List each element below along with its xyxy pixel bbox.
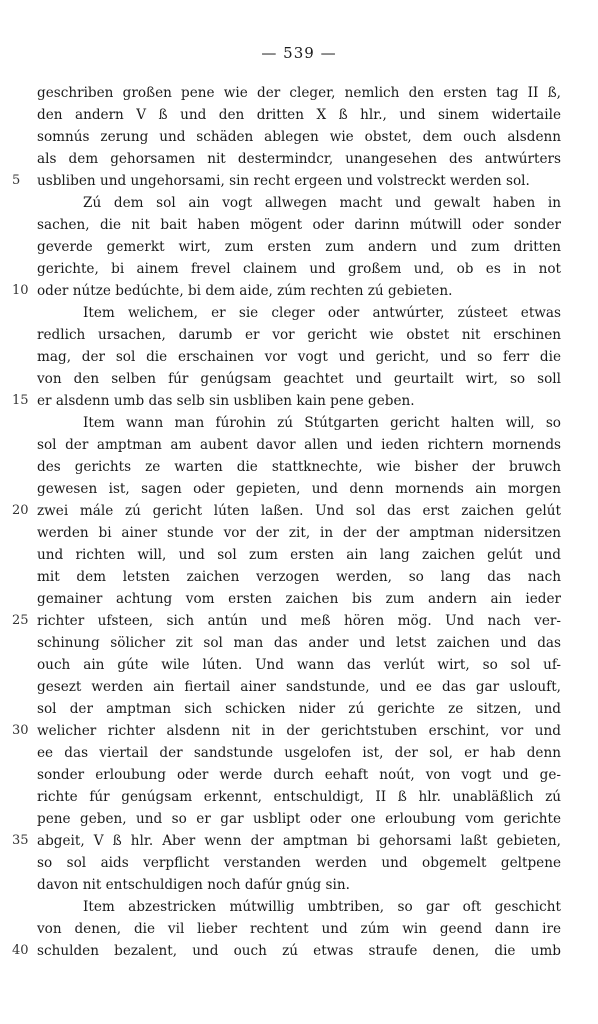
text-line: welicher richter alsdenn nit in der gerichtstuben erschint, vor und: [37, 723, 561, 739]
text-line: Item wann man fúrohin zú Stútgarten gericht halten will, so: [83, 415, 561, 431]
text-line: Zú dem sol ain vogt allwegen macht und gewalt haben in: [83, 195, 561, 211]
text-line: ouch ain gúte wile lúten. Und wann das verlút wirt, so sol uf-: [37, 657, 561, 673]
text-line: so sol aids verpflicht verstanden werden und obgemelt geltpene: [37, 855, 561, 871]
text-line: als dem gehorsamen nit destermindcr, unangesehen des antwúrters: [37, 151, 561, 167]
text-line: mag, der sol die erschainen vor vogt und gericht, und so ferr die: [37, 349, 561, 365]
text-line: von den selben fúr genúgsam geachtet und geurtailt wirt, so soll: [37, 371, 561, 387]
text-line: davon nit entschuldigen noch dafúr gnúg sin.: [37, 877, 350, 893]
text-line: gemainer achtung vom ersten zaichen bis zum andern ain ieder: [37, 591, 561, 607]
text-line: ee das viertail der sandstunde usgelofen ist, der sol, er hab denn: [37, 745, 561, 761]
text-line: sachen, die nit bait haben mögent oder darinn mútwill oder sonder: [37, 217, 561, 233]
text-line: er alsdenn umb das selb sin usbliben kain pene geben.: [37, 393, 415, 409]
line-number: 20: [12, 503, 29, 518]
text-line: usbliben und ungehorsami, sin recht ergeen und volstreckt werden sol.: [37, 173, 530, 189]
text-line: schinung sölicher zit sol man das ander und letst zaichen und das: [37, 635, 561, 651]
text-line: redlich ursachen, darumb er vor gericht wie obstet nit erschinen: [37, 327, 561, 343]
line-number: 5: [12, 173, 21, 188]
text-line: geverde gemerkt wirt, zum ersten zum andern und zum dritten: [37, 239, 561, 255]
text-line: abgeit, V ß hlr. Aber wenn der amptman bi gehorsami laßt gebieten,: [37, 833, 561, 849]
text-line: zwei mále zú gericht lúten laßen. Und sol das erst zaichen gelút: [37, 503, 561, 519]
text-line: Item abzestricken mútwillig umbtriben, so gar oft geschicht: [83, 899, 561, 915]
text-line: geschriben großen pene wie der cleger, nemlich den ersten tag II ß,: [37, 85, 561, 101]
text-line: gewesen ist, sagen oder gepieten, und denn mornends ain morgen: [37, 481, 561, 497]
text-line: den andern V ß und den dritten X ß hlr., und sinem widertaile: [37, 107, 561, 123]
text-line: schulden bezalent, und ouch zú etwas straufe denen, die umb: [37, 943, 561, 959]
text-line: richte fúr genúgsam erkennt, entschuldigt, II ß hlr. unabläßlich zú: [37, 789, 561, 805]
text-line: richter ufsteen, sich antún und meß hören mög. Und nach ver-: [37, 613, 561, 629]
line-number: 15: [12, 393, 29, 408]
text-line: gerichte, bi ainem frevel clainem und großem und, ob es in not: [37, 261, 561, 277]
page-number: — 539 —: [261, 44, 337, 62]
text-line: und richten will, und sol zum ersten ain lang zaichen gelút und: [37, 547, 561, 563]
text-line: werden bi ainer stunde vor der zit, in der der amptman nidersitzen: [37, 525, 561, 541]
text-line: Item welichem, er sie cleger oder antwúrter, zústeet etwas: [83, 305, 561, 321]
text-line: sol der amptman am aubent davor allen und ieden richtern mornends: [37, 437, 561, 453]
text-line: mit dem letsten zaichen verzogen werden, so lang das nach: [37, 569, 561, 585]
line-number: 40: [12, 943, 29, 958]
line-number: 30: [12, 723, 29, 738]
text-line: gesezt werden ain fiertail ainer sandstunde, und ee das gar uslouft,: [37, 679, 561, 695]
text-line: sonder erloubung oder werde durch eehaft noút, von vogt und ge-: [37, 767, 561, 783]
line-number: 25: [12, 613, 29, 628]
text-line: oder nútze bedúchte, bi dem aide, zúm rechten zú gebieten.: [37, 283, 453, 299]
line-number: 10: [12, 283, 29, 298]
text-line: somnús zerung und schäden ablegen wie obstet, dem ouch alsdenn: [37, 129, 561, 145]
text-line: pene geben, und so er gar usblipt oder one erloubung vom gerichte: [37, 811, 561, 827]
text-line: des gerichts ze warten die stattknechte, wie bisher der bruwch: [37, 459, 561, 475]
line-number: 35: [12, 833, 29, 848]
text-line: von denen, die vil lieber rechtent und zúm win geend dann ire: [37, 921, 561, 937]
text-line: sol der amptman sich schicken nider zú gerichte ze sitzen, und: [37, 701, 561, 717]
